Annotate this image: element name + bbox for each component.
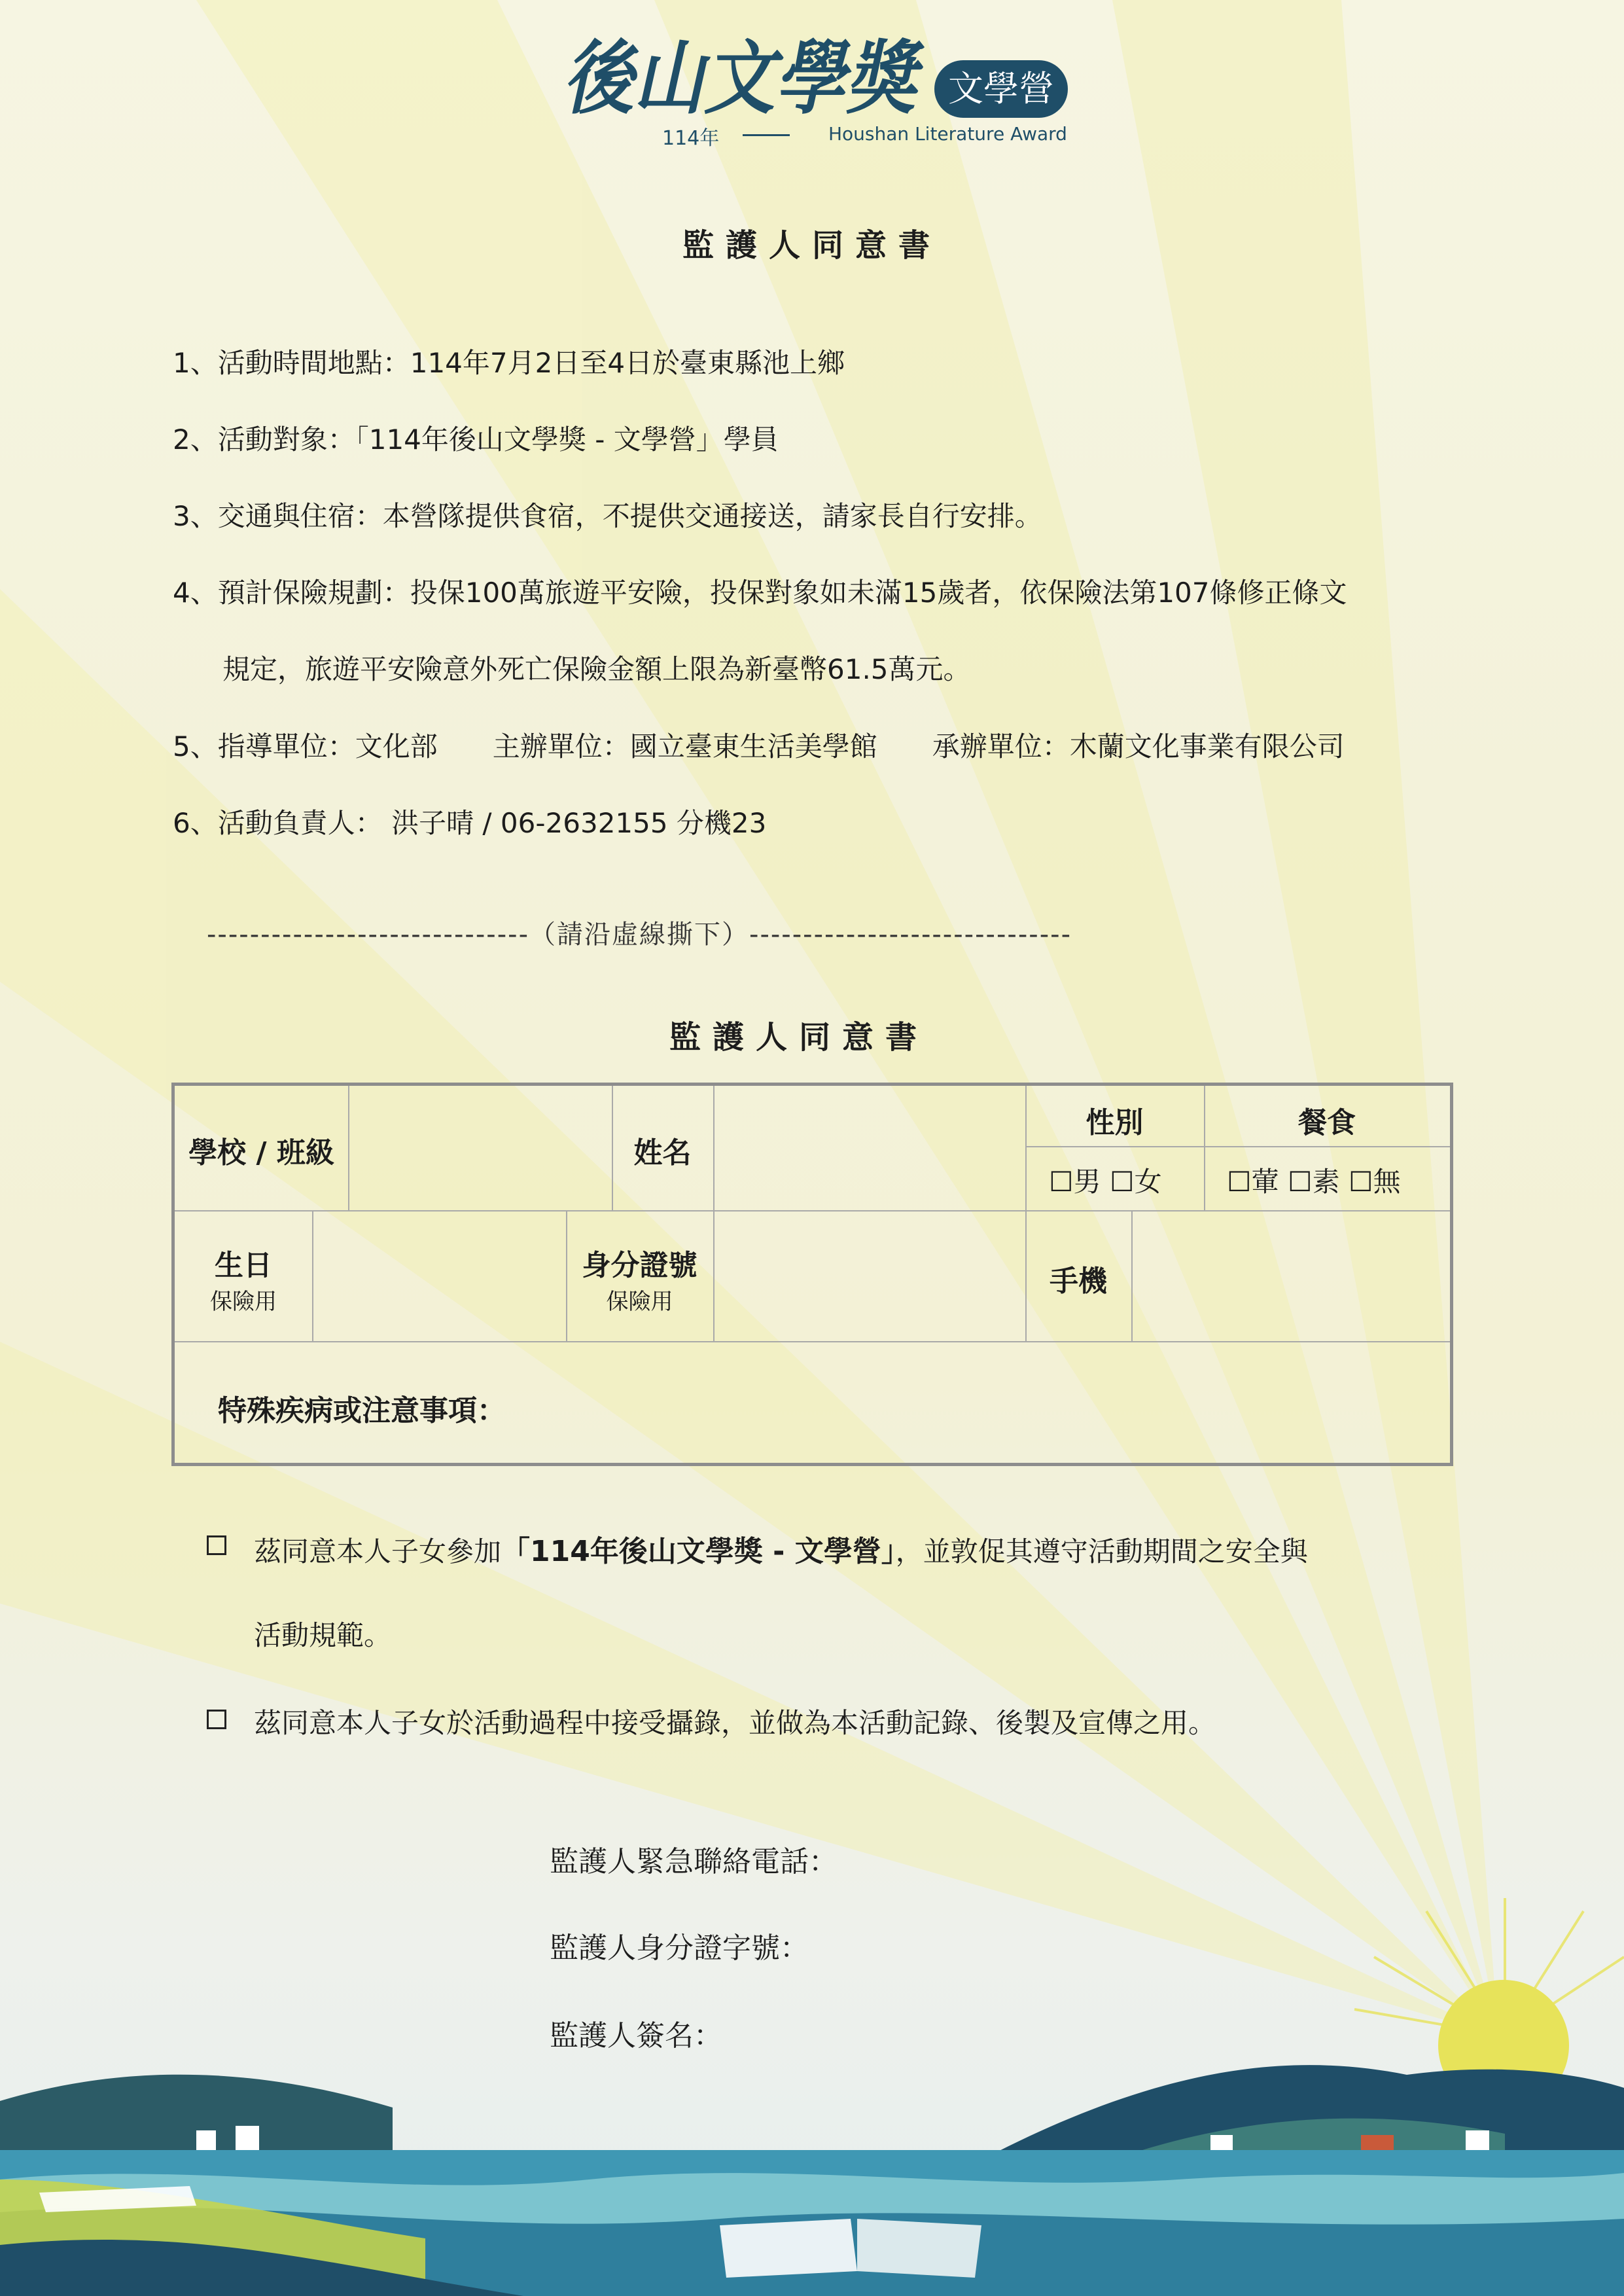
guardian-id-label: 監護人身分證字號： [550,1931,809,1965]
birthday-label-text: 生日 [215,1249,272,1282]
logo-divider [743,134,790,136]
document-title: 監護人同意書 [682,227,942,264]
label-special-notes: 特殊疾病或注意事項： [218,1394,506,1427]
consent-form-table [171,1083,1453,1466]
gender-checkboxes[interactable]: ☐男 ☐女 [1049,1166,1162,1198]
form-title: 監護人同意書 [669,1019,928,1056]
birthday-insurance-note: 保險用 [210,1289,277,1315]
id-number-label-text: 身分證號 [582,1249,697,1282]
consent-recording-text: 茲同意本人子女於活動過程中接受攝錄，並做為本活動記錄、後製及宣傳之用。 [254,1707,1216,1739]
label-mobile: 手機 [1050,1265,1107,1298]
camp-badge: 文學營 [934,60,1068,118]
info-item-organizers: 5、指導單位：文化部 主辦單位：國立臺東生活美學館 承辦單位：木蘭文化事業有限公司 [173,730,1345,762]
consent-recording-checkbox[interactable] [207,1710,226,1729]
info-item-insurance-cont: 規定，旅遊平安險意外死亡保險金額上限為新臺幣61.5萬元。 [222,653,971,685]
label-school-class: 學校 / 班級 [188,1136,334,1170]
houshan-award-logo [563,33,929,124]
label-name: 姓名 [633,1136,692,1170]
id-insurance-note: 保險用 [606,1289,673,1315]
label-meal: 餐食 [1298,1106,1356,1139]
consent-participation-text-cont: 活動規範。 [254,1619,392,1651]
school-class-field[interactable] [349,1086,611,1210]
tear-line: ------------------------------（請沿虛線撕下）------------------------------ [207,920,1072,950]
guardian-phone-label: 監護人緊急聯絡電話： [550,1845,838,1878]
info-item-contact: 6、活動負責人： 洪子晴 / 06-2632155 分機23 [173,807,767,839]
name-field[interactable] [715,1086,1025,1210]
birthday-field[interactable] [313,1211,565,1340]
info-item-target: 2、活動對象：「114年後山文學獎 - 文學營」學員 [173,423,779,456]
info-item-transport: 3、交通與住宿：本營隊提供食宿，不提供交通接送，請家長自行安排。 [173,500,1042,532]
mobile-field[interactable] [1133,1211,1450,1340]
logo-english-name: Houshan Literature Award [828,123,1067,145]
label-birthday [175,1242,312,1316]
label-id-number [566,1242,713,1316]
special-notes-field[interactable] [175,1342,1450,1463]
guardian-signature-label: 監護人簽名： [550,2019,722,2053]
id-number-field[interactable] [715,1211,1025,1340]
label-gender: 性別 [1086,1106,1144,1139]
info-item-time-location: 1、活動時間地點：114年7月2日至4日於臺東縣池上鄉 [173,347,845,379]
logo-year: 114年 [662,127,720,150]
consent-participation-checkbox[interactable] [207,1535,226,1555]
meal-checkboxes[interactable]: ☐葷 ☐素 ☐無 [1227,1166,1401,1198]
logo-calligraphy: 後山文學獎 [563,33,925,124]
info-item-insurance: 4、預計保險規劃：投保100萬旅遊平安險，投保對象如未滿15歲者，依保險法第107條修正條文 [173,577,1347,609]
consent-participation-text: 茲同意本人子女參加「114年後山文學獎 - 文學營」，並敦促其遵守活動期間之安全與 [254,1535,1308,1568]
